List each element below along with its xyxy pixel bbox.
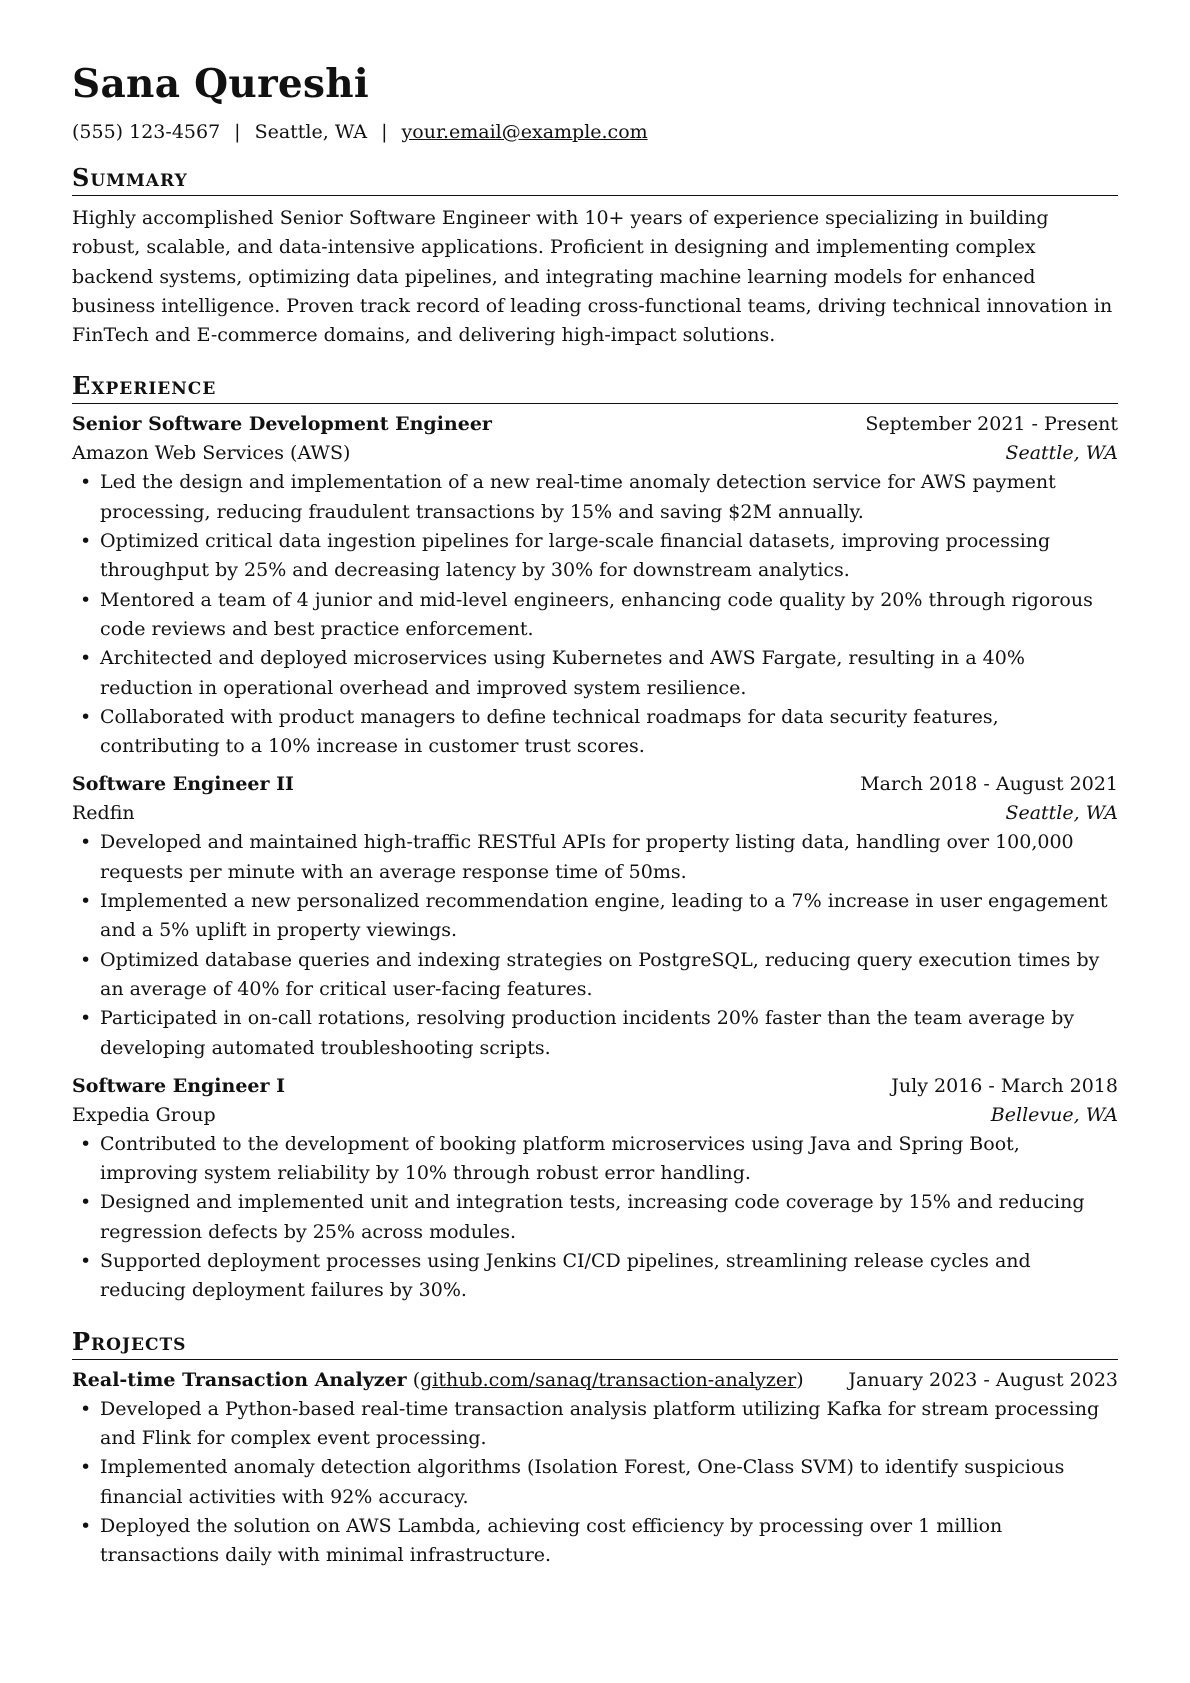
job-company: Expedia Group: [72, 1103, 216, 1126]
projects-section: [72, 1328, 1118, 1571]
section-title-experience: Experience: [72, 372, 1118, 404]
bullet-icon: •: [80, 1191, 92, 1214]
list-item: [72, 946, 1118, 1005]
bullet-icon: •: [80, 890, 92, 913]
bullet-icon: •: [80, 1514, 92, 1537]
bullet-text: Mentored a team of 4 junior and mid-level engineers, enhancing code quality by 20% through rigorous code reviews and best practice enforcement.: [100, 588, 1093, 640]
email-link[interactable]: your.email@example.com: [401, 121, 648, 143]
project-bullets: [72, 1395, 1118, 1571]
bullet-icon: •: [80, 831, 92, 854]
bullet-text: Implemented anomaly detection algorithms (Isolation Forest, One-Class SVM) to identify suspicious financial activities with 92% accuracy.: [100, 1456, 1065, 1508]
bullet-text: Participated in on-call rotations, resolving production incidents 20% faster than the team average by developing automated troubleshooting scripts.: [100, 1007, 1075, 1059]
bullet-icon: •: [80, 1456, 92, 1479]
job-company: Redfin: [72, 802, 135, 825]
job-entry: [72, 410, 1118, 761]
bullet-text: Optimized database queries and indexing strategies on PostgreSQL, reducing query execution times by an average of 40% for critical user-facing features.: [100, 948, 1100, 1000]
job-bullets: [72, 468, 1118, 761]
job-entry: [72, 770, 1118, 1062]
list-item: [72, 644, 1118, 703]
contact-location: Seattle, WA: [254, 121, 368, 143]
phone-number: (555) 123-4567: [72, 121, 221, 143]
list-item: [72, 703, 1118, 762]
bullet-icon: •: [80, 705, 92, 728]
job-dates: March 2018 - August 2021: [860, 773, 1118, 796]
list-item: [72, 1395, 1118, 1454]
project-link[interactable]: github.com/sanaq/transaction-analyzer: [420, 1368, 797, 1391]
list-item: [72, 586, 1118, 645]
list-item: [72, 527, 1118, 586]
bullet-icon: •: [80, 948, 92, 971]
bullet-icon: •: [80, 530, 92, 553]
project-entry: [72, 1366, 1118, 1571]
bullet-text: Designed and implemented unit and integration tests, increasing code coverage by 15% and reducing regression defects by 25% across modules.: [100, 1191, 1085, 1243]
list-item: [72, 1188, 1118, 1247]
bullet-text: Supported deployment processes using Jenkins CI/CD pipelines, streamlining release cycles and reducing deployment failures by 30%.: [100, 1250, 1031, 1302]
job-role: Software Engineer II: [72, 773, 294, 796]
candidate-name: Sana Qureshi: [72, 61, 370, 107]
contact-line: [72, 120, 1118, 144]
job-location: Seattle, WA: [1005, 442, 1118, 465]
bullet-icon: •: [80, 1132, 92, 1155]
summary-text: Highly accomplished Senior Software Engineer with 10+ years of experience specializing in building robust, scalable, and data-intensive applications. Proficient in designing and implementing complex backend systems, optimizing data pipelines, and integrating machine learning models for enhanced business intelligence. Proven track record of leading cross-functional teams, driving technical innovation in FinTech and E-commerce domains, and delivering high-impact solutions.: [72, 207, 1113, 347]
bullet-text: Led the design and implementation of a new real-time anomaly detection service for AWS payment processing, reducing fraudulent transactions by 15% and saving $2M annually.: [100, 471, 1056, 523]
bullet-icon: •: [80, 1397, 92, 1420]
job-dates: July 2016 - March 2018: [891, 1074, 1118, 1097]
job-bullets: [72, 828, 1118, 1062]
list-item: [72, 887, 1118, 946]
job-location: Bellevue, WA: [990, 1103, 1118, 1126]
bullet-icon: •: [80, 471, 92, 494]
bullet-icon: •: [80, 1007, 92, 1030]
bullet-text: Optimized critical data ingestion pipelines for large-scale financial datasets, improving processing throughput by 25% and decreasing latency by 30% for downstream analytics.: [100, 530, 1051, 582]
list-item: [72, 1512, 1118, 1571]
list-item: [72, 1453, 1118, 1512]
job-role: Software Engineer I: [72, 1074, 286, 1097]
bullet-text: Deployed the solution on AWS Lambda, achieving cost efficiency by processing over 1 million transactions daily with minimal infrastructure.: [100, 1514, 1003, 1567]
experience-section: [72, 372, 1118, 1305]
bullet-text: Architected and deployed microservices using Kubernetes and AWS Fargate, resulting in a 40% reduction in operational overhead and improved system resilience.: [100, 647, 1025, 699]
bullet-text: Collaborated with product managers to define technical roadmaps for data security features, contributing to a 10% increase in customer trust scores.: [100, 705, 999, 758]
list-item: [72, 828, 1118, 887]
bullet-text: Developed and maintained high-traffic RESTful APIs for property listing data, handling over 100,000 requests per minute with an average response time of 50ms.: [100, 831, 1074, 883]
project-name: Real-time Transaction Analyzer: [72, 1368, 407, 1391]
job-bullets: [72, 1130, 1118, 1306]
bullet-text: Contributed to the development of booking platform microservices using Java and Spring Boot, improving system reliability by 10% through robust error handling.: [100, 1132, 1020, 1185]
bullet-text: Developed a Python-based real-time transaction analysis platform utilizing Kafka for stream processing and Flink for complex event processing.: [100, 1397, 1100, 1449]
job-location: Seattle, WA: [1005, 802, 1118, 825]
bullet-icon: •: [80, 1250, 92, 1273]
project-heading: Real-time Transaction Analyzer (github.com/sanaq/transaction-analyzer): [72, 1368, 804, 1391]
job-entry: [72, 1072, 1118, 1306]
list-item: [72, 1004, 1118, 1063]
list-item: [72, 468, 1118, 527]
contact-separator: |: [234, 121, 241, 143]
job-dates: September 2021 - Present: [865, 413, 1118, 436]
list-item: [72, 1130, 1118, 1189]
bullet-icon: •: [80, 647, 92, 670]
list-item: [72, 1247, 1118, 1306]
section-title-projects: Projects: [72, 1328, 1118, 1360]
summary-section: [72, 164, 1118, 350]
job-role: Senior Software Development Engineer: [72, 413, 492, 436]
bullet-icon: •: [80, 588, 92, 611]
bullet-text: Implemented a new personalized recommendation engine, leading to a 7% increase in user engagement and a 5% uplift in property viewings.: [100, 890, 1108, 942]
contact-separator: |: [381, 121, 388, 143]
job-company: Amazon Web Services (AWS): [72, 442, 351, 465]
project-dates: January 2023 - August 2023: [848, 1368, 1118, 1391]
section-title-summary: Summary: [72, 164, 1118, 196]
